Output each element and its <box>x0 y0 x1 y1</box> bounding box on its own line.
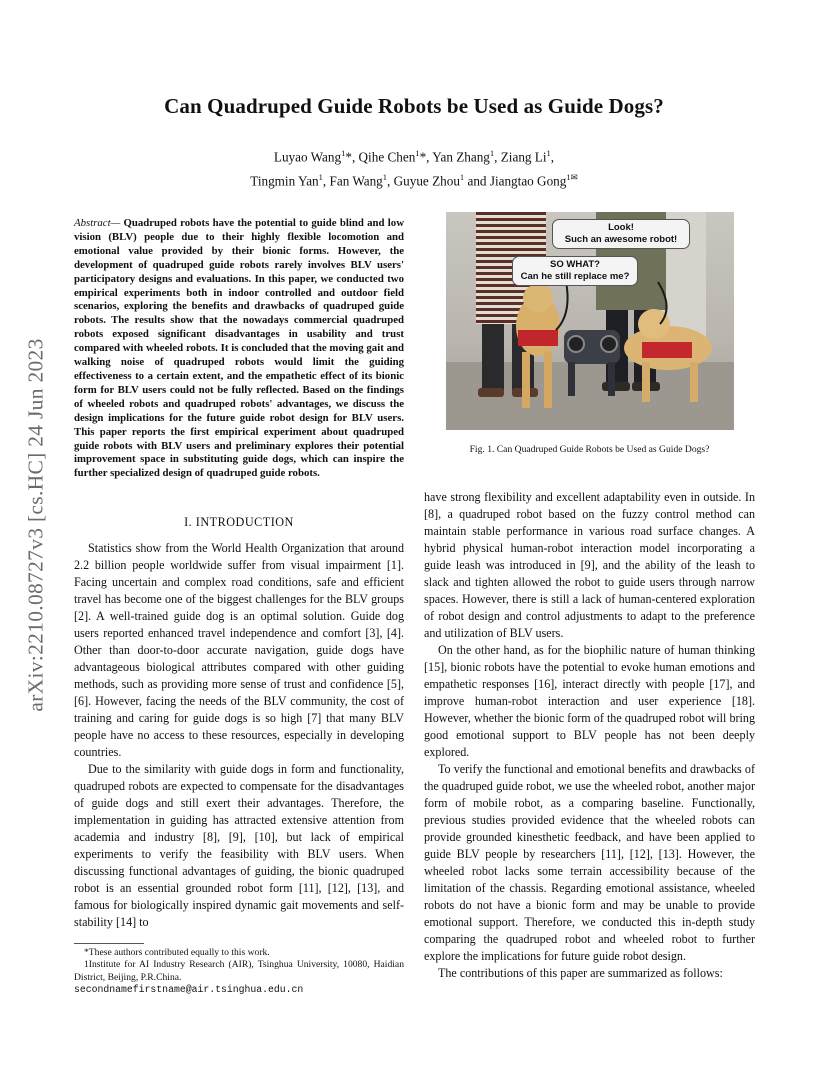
right-column-text <box>424 489 755 982</box>
arxiv-stamp <box>16 290 56 760</box>
paragraph: On the other hand, as for the biophilic nature of human thinking [15], bionic robots have the potential to evoke human emotions and empathetic responses [16], interact directly with people [17], and improve human-robot interaction and user experience [18]. However, whether the bionic form of the quadruped robot will bring good emotional support to BLV people has not been deeply explored. <box>424 643 755 759</box>
author-line-1: Luyao Wang$^1$*, Qihe Chen$^1$*, Yan Zhang$^1$, Ziang Li$^1$, <box>273 148 555 165</box>
author-name: Tingmin Yan <box>250 173 319 189</box>
paragraph: have strong flexibility and excellent adaptability even in outside. In [8], a quadruped robot based on the fuzzy control method can maintain stable performance in various road surface changes. A hybrid physical human-robot interaction model incorporating a guide leash was introduced in [9], and the ability of the leash to slack and tighten allowed the robot to guide users through narrow spaces. However, there is still a lack of human-centered exploration of robot design and control adjustments to adapt to the preference and utilization of BLV users. <box>424 490 755 640</box>
paragraph: The contributions of this paper are summarized as follows: <box>438 966 723 980</box>
author-list <box>0 143 828 192</box>
author-name: Luyao Wang <box>273 149 342 165</box>
speech-bubble-so-what: SO WHAT? Can he still replace me? <box>512 256 638 286</box>
speech-bubble-look: Look! Such an awesome robot! <box>552 219 690 249</box>
figure-caption: Fig. 1. Can Quadruped Guide Robots be Used as Guide Dogs? <box>469 444 710 455</box>
abstract-lead: Abstract— <box>74 217 121 229</box>
author-name: Yan Zhang <box>432 149 490 165</box>
arxiv-identifier: arXiv:2210.08727v3 [cs.HC] 24 Jun 2023 <box>23 338 48 712</box>
author-name: Jiangtao Gong <box>489 173 567 189</box>
author-name: Qihe Chen <box>358 149 416 165</box>
abstract <box>74 217 404 481</box>
paper-title: Can Quadruped Guide Robots be Used as Guide Dogs? <box>164 94 664 118</box>
footnote-affiliation: 1Institute for AI Industry Research (AIR), Tsinghua University, 10080, Haidian District, Beijing, P.R.China. <box>74 959 404 983</box>
footnotes <box>74 943 404 996</box>
footnote-email: secondnamefirstname@air.tsinghua.edu.cn <box>74 983 304 995</box>
section-heading: I. INTRODUCTION <box>184 515 294 529</box>
introduction-text <box>74 540 404 931</box>
paragraph: Statistics show from the World Health Organization that around 2.2 billion people worldwide suffer from visual impairment [1]. Facing uncertain and complex road conditions, safe and efficient travel has become one of the biggest challenges for the BLV groups [2]. A well-trained guide dog is an optimal solution. Guide dog users reported enhanced travel independence and comfort [3], [4]. Other than door-to-door accurate navigation, guide dogs have advantageous biological attributes compared with other guiding methods, such as providing more sense of trust and confidence [5], [6]. However, facing the needs of the BLV community, the cost of training and caring for guide dogs is so high [7] that many BLV people have no access to these resources, especially in developing countries. <box>74 541 404 759</box>
author-name: Fan Wang <box>329 173 383 189</box>
author-name: Guyue Zhou <box>393 173 460 189</box>
figure-photo <box>446 212 734 430</box>
paragraph: To verify the functional and emotional benefits and drawbacks of the quadruped guide robot, we use the wheeled robot, another major form of mobile robot, as a comparing baseline. Functionally, previous studies provided evidence that the wheeled robots can provide grounded kinesthetic feedback, and have been applied to guide BLV people by researchers [11], [12], [13]. However, the wheeled robot lacks some terrain accessibility because of the limitation of the chassis. Regarding emotional assistance, wheeled robots do not have a bionic form and may be unable to provide emotional support. Therefore, we conducted this in-depth study comparing the quadruped robot and wheeled robot to further explore the implications for future guide robot design. <box>424 762 755 963</box>
paragraph: Due to the similarity with guide dogs in form and functionality, quadruped robots are expected to compensate for the disadvantages of guide dogs and still exert their advantages. Therefore, the implementation in guiding has attracted extensive attention from academia and industry [8], [9], [10], but lack of empirical experiments to verify the feasibility with BLV users. When discussing functional advantages of guiding, the bionic quadruped robot is an essential grounded robot form [11], [12], [13], and famous for biologically inspired dynamic gait movements and self-stability [14] to <box>74 762 404 929</box>
author-line-2: Tingmin Yan$^1$, Fan Wang$^1$, Guyue Zhou$^1$ and Jiangtao Gong$^{1✉}$ <box>250 172 578 189</box>
abstract-body: Quadruped robots have the potential to guide blind and low vision (BLV) people due to their highly flexible locomotion and emotional value provided by their bionic forms. However, the development of quadruped guide robots rarely involves BLV users' participatory designs and evaluations. In this paper, we conducted two empirical experiments both in indoor controlled and outdoor field scenarios, exploring the benefits and drawbacks of quadruped guide robots. The results show that the nowadays commercial quadruped robots exposed significant disadvantages in usability and trust compared with wheeled robots. It is concluded that the moving gait and walking noise of quadruped robots would limit the guiding effectiveness to a certain extent, and the empathetic effect of its bionic form for BLV users could not be fully reflected. Based on the findings of wheeled robots and quadruped robots' advantages, we discuss the design implications for the future guide robot design for BLV users. This paper reports the first empirical experiment about quadruped guide robots with BLV users and preliminary explores their potential improvement space in substituting guide dogs, which can inspire the further specialized design of quadruped guide robots. <box>74 217 404 480</box>
footnote-equal-contribution: *These authors contributed equally to this work. <box>84 947 270 958</box>
footnote-rule <box>74 943 144 944</box>
author-name: Ziang Li <box>500 149 547 165</box>
